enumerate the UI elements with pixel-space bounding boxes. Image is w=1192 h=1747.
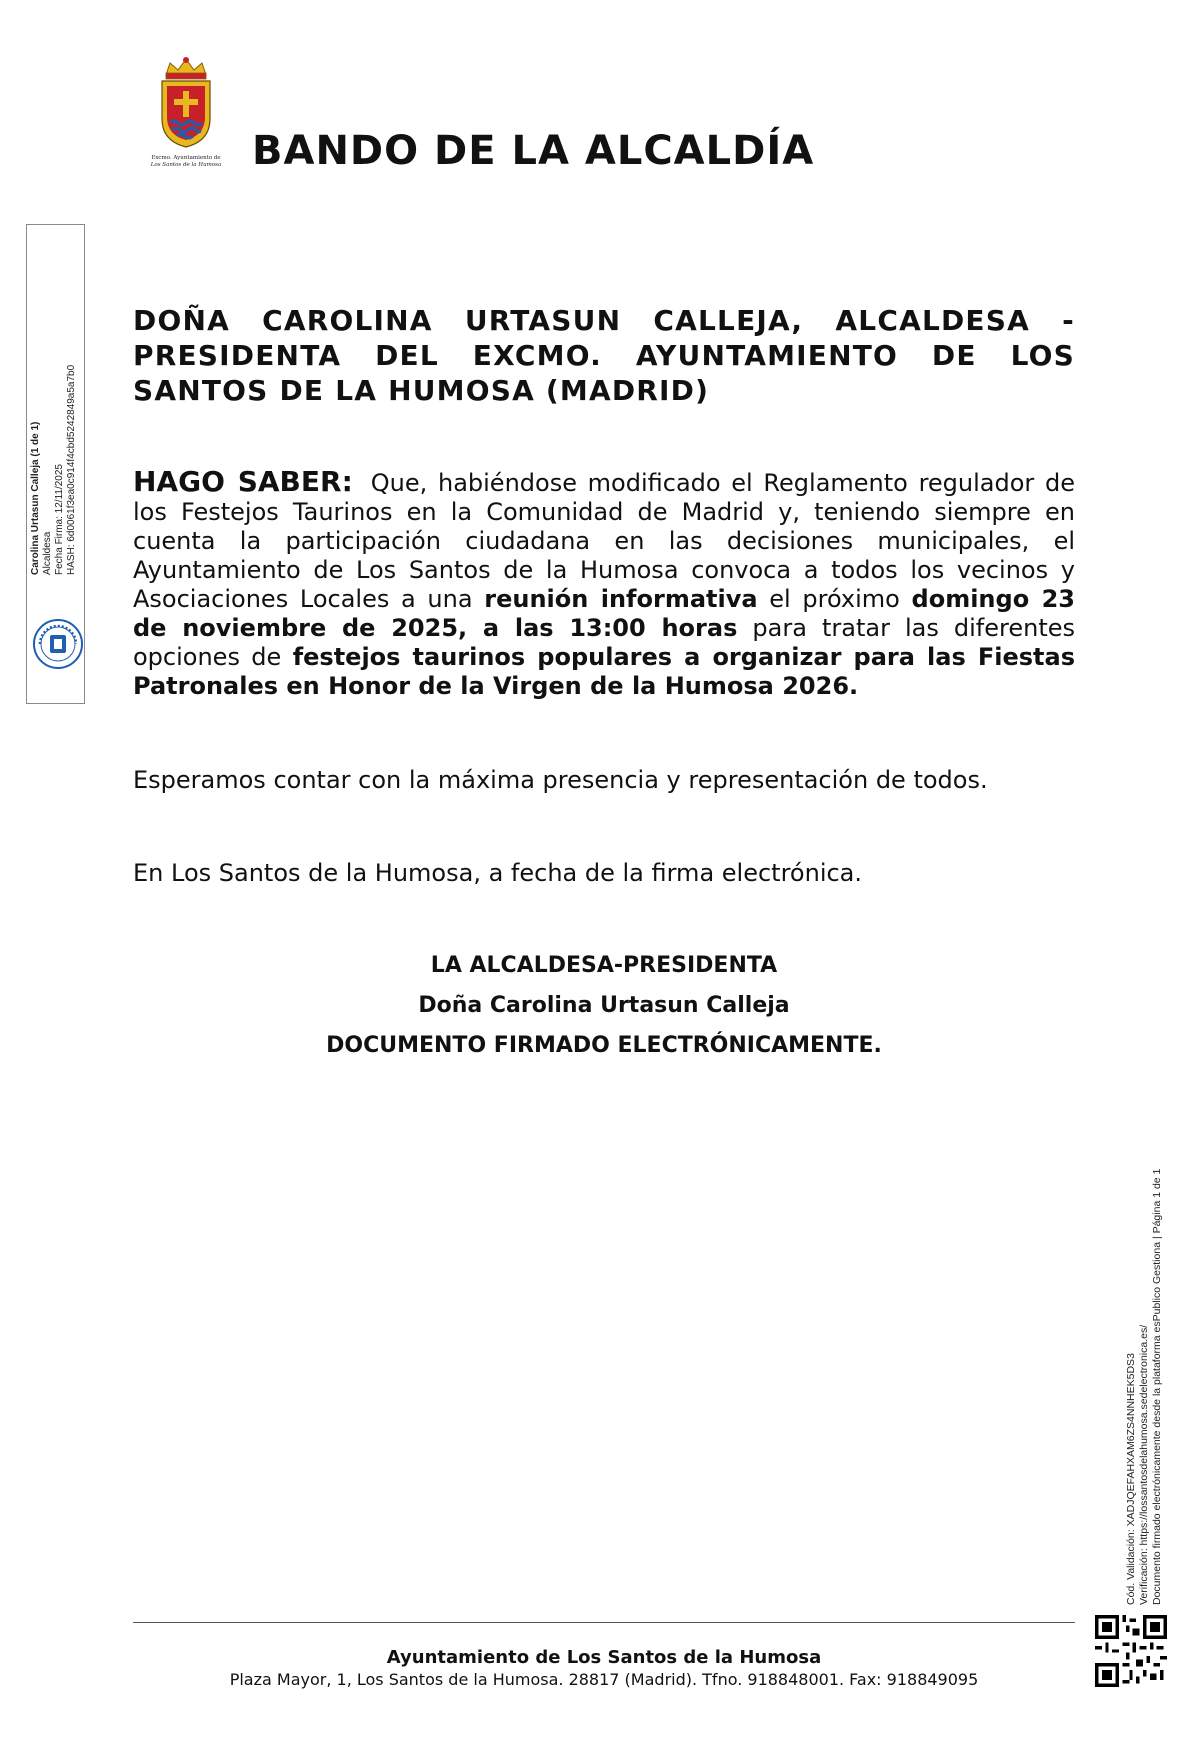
closing-title: LA ALCALDESA-PRESIDENTA — [430, 953, 778, 978]
signature-date: Fecha Firma: 12/11/2025 — [54, 464, 65, 575]
signer-name: Carolina Urtasun Calleja (1 de 1) — [30, 421, 41, 575]
signature-hash: HASH: 6d0061f3ea0c914f4cbd5242849a5a7b0 — [66, 364, 77, 575]
body-bold-date: domingo 23 de noviembre de 2025, a las 13:00 horas — [133, 585, 1075, 642]
platform-note: Documento firmado electrónicamente desde la plataforma esPublico Gestiona | Página 1 de 1 — [1151, 1168, 1163, 1605]
document-title: BANDO DE LA ALCALDÍA — [252, 128, 815, 174]
footer-divider — [133, 1622, 1075, 1623]
signature-details — [30, 365, 78, 575]
issuer-heading: DOÑA CAROLINA URTASUN CALLEJA, ALCALDESA - PRESIDENTA DEL EXCMO. AYUNTAMIENTO DE LOS SANTOS DE LA HUMOSA (MADRID) — [133, 304, 1075, 407]
body-text-3: para tratar las diferentes opciones de — [133, 614, 1075, 671]
closing-name: Doña Carolina Urtasun Calleja — [418, 993, 790, 1018]
footer-address: Plaza Mayor, 1, Los Santos de la Humosa. 28817 (Madrid). Tfno. 918848001. Fax: 918849095 — [229, 1670, 979, 1689]
validation-code: Cód. Validación: XADJQEFAHXAM6ZS4NNHEK5DS3 — [1125, 1353, 1137, 1605]
municipal-seal-icon — [32, 618, 84, 670]
closing-block — [133, 946, 1075, 1066]
verification-url: Verificación: https://lossantosdelahumosa.sedelectronica.es/ — [1138, 1324, 1150, 1605]
body-bold-meeting: reunión informativa — [484, 585, 758, 613]
announcement-body — [133, 467, 1075, 701]
place-date-paragraph: En Los Santos de la Humosa, a fecha de la firma electrónica. — [133, 859, 863, 887]
attendance-paragraph: Esperamos contar con la máxima presencia y representación de todos. — [133, 766, 988, 794]
qr-code-icon — [1095, 1615, 1167, 1687]
footer — [133, 1647, 1075, 1691]
body-text-2: el próximo — [769, 585, 900, 613]
svg-text:Excmo. Ayuntamiento de: Excmo. Ayuntamiento de — [151, 155, 221, 161]
hago-saber-lead: HAGO SABER: — [133, 465, 353, 498]
signer-role: Alcaldesa — [42, 531, 53, 575]
body-bold-festivities: festejos taurinos populares a organizar para las Fiestas Patronales en Honor de la Virgen de la Humosa 2026. — [133, 643, 1075, 700]
footer-organization: Ayuntamiento de Los Santos de la Humosa — [386, 1647, 822, 1668]
closing-note: DOCUMENTO FIRMADO ELECTRÓNICAMENTE. — [326, 1033, 882, 1058]
svg-text:Los Santos de la Humosa: Los Santos de la Humosa — [150, 162, 222, 168]
verification-text — [1125, 1169, 1164, 1605]
municipal-crest-logo — [150, 55, 222, 170]
body-text-1: Que, habiéndose modificado el Reglamento regulador de los Festejos Taurinos en la Comunidad de Madrid y, teniendo siempre en cuenta la participación ciudadana en las decisiones municipales, el Ayuntamiento de Los Santos de la Humosa convoca a todos los vecinos y Asociaciones Locales a una — [133, 469, 1075, 613]
